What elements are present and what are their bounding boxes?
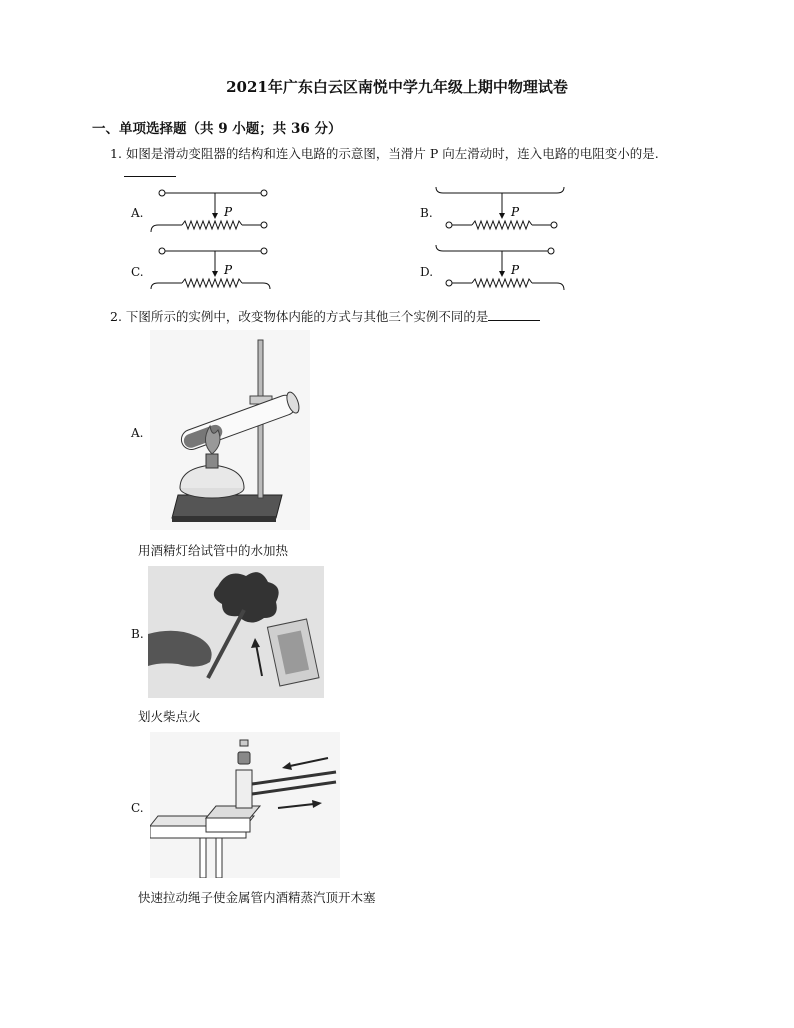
q1-option-a-label: A. (131, 206, 144, 220)
q2-option-b-caption: 划火柴点火 (138, 709, 201, 724)
q2-option-c-caption: 快速拉动绳子使金属管内酒精蒸汽顶开木塞 (138, 890, 376, 905)
answer-blank-2[interactable] (488, 308, 540, 321)
page-title: 2021年广东白云区南悦中学九年级上期中物理试卷 (226, 78, 568, 96)
q1-option-b-label: B. (420, 206, 433, 220)
slider-p-label: P (224, 205, 233, 219)
q2-option-b-label: B. (131, 627, 144, 641)
q2-option-c-image (150, 732, 340, 878)
q2-option-b-image (148, 566, 324, 698)
q1-option-d-label: D. (420, 265, 434, 279)
section-heading: 一、单项选择题（共 9 小题；共 36 分） (92, 121, 342, 137)
slider-p-label: P (224, 263, 233, 277)
slider-p-label: P (511, 263, 520, 277)
q1-option-d-diagram[interactable] (432, 243, 572, 299)
answer-blank-1[interactable] (124, 176, 176, 177)
question-1-text: 1. 如图是滑动变阻器的结构和连入电路的示意图，当滑片 P 向左滑动时，连入电路的电阻变小的是. (110, 146, 659, 161)
question-2-stem: 2. 下图所示的实例中，改变物体内能的方式与其他三个实例不同的是 (110, 309, 489, 324)
q1-option-b-diagram[interactable] (432, 184, 572, 238)
q1-option-a-diagram[interactable] (145, 184, 275, 238)
q2-option-c-label: C. (131, 801, 144, 815)
q2-option-a-label: A. (131, 426, 144, 440)
question-1-stem: 1. 如图是滑动变阻器的结构和连入电路的示意图，当滑片 P 向左滑动时，连入电路的电阻变小的是 (110, 146, 655, 161)
slider-p-label: P (511, 205, 520, 219)
q2-option-a-caption: 用酒精灯给试管中的水加热 (138, 543, 289, 558)
question-2-text (110, 307, 540, 325)
q1-option-c-diagram[interactable] (145, 243, 285, 299)
q1-option-c-label: C. (131, 265, 144, 279)
q2-option-a-image (150, 330, 310, 530)
